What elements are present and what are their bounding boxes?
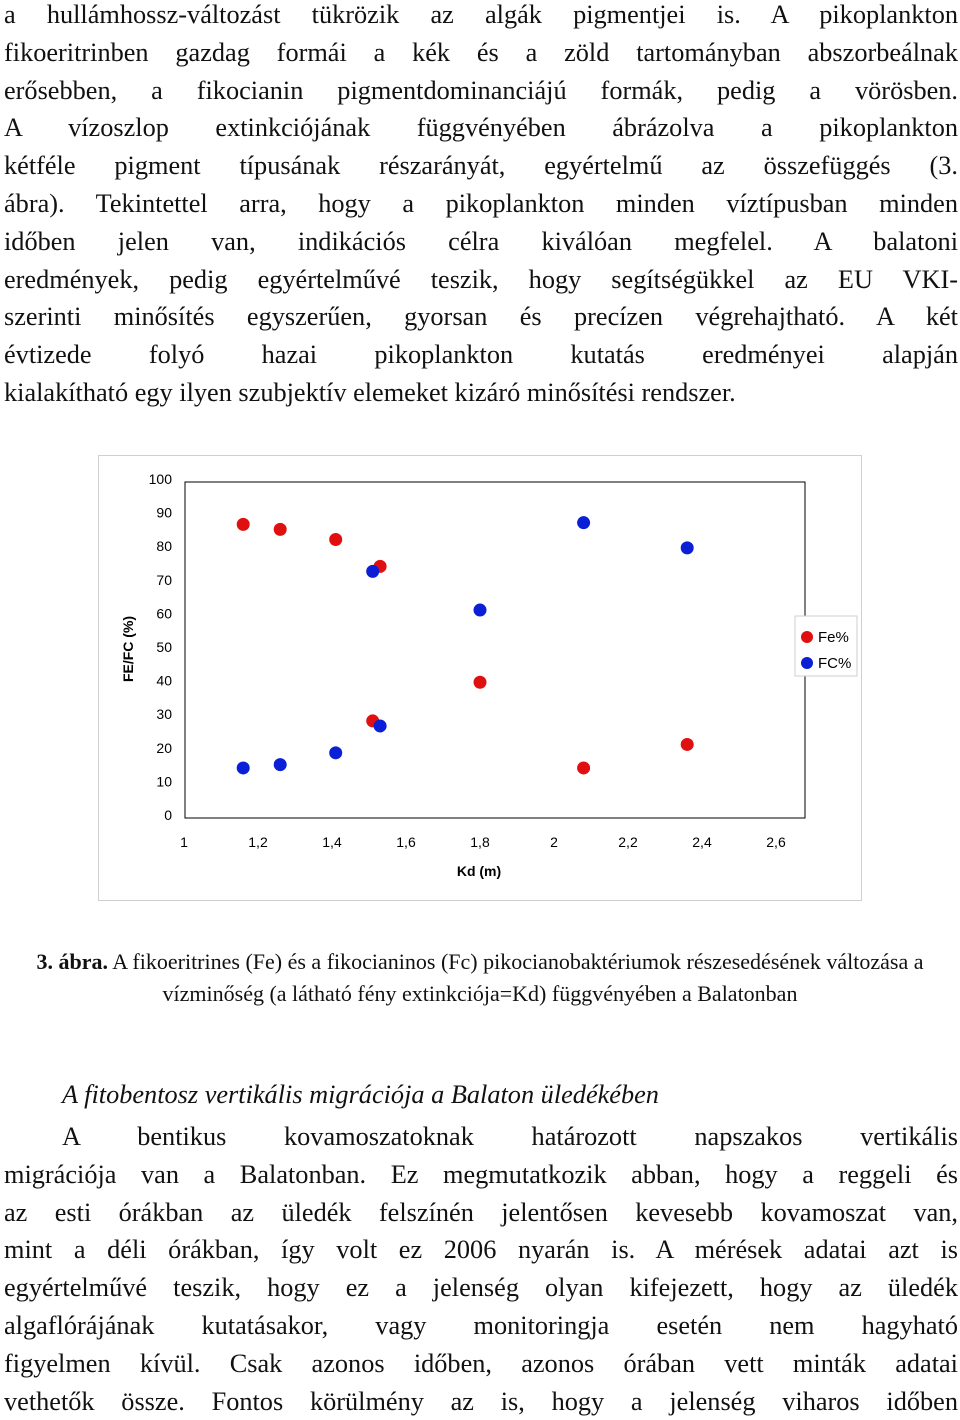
text-line: vethetők össze. Fontos körülmény az is, hogy a jelenség viharos időben (4, 1386, 958, 1416)
section-heading: A fitobentosz vertikális migrációja a Balaton üledékében (62, 1080, 659, 1109)
text-line: szerinti minősítés egyszerűen, gyorsan és precízen végrehajtható. A két (4, 302, 958, 332)
y-tick-label: 90 (156, 504, 172, 521)
figure-3 (98, 455, 862, 901)
text-line: algaflórájának kutatásakor, vagy monitoringja esetén nem hagyható (4, 1310, 958, 1340)
y-tick-label: 40 (156, 672, 172, 689)
legend-marker (801, 657, 813, 669)
text-line: A vízoszlop extinkciójának függvényében ábrázolva a pikoplankton (4, 113, 958, 143)
x-axis-ticks (180, 834, 786, 850)
text-line: migrációja van a Balatonban. Ez megmutatkozik abban, hogy a reggeli és (4, 1159, 958, 1189)
fe-point (681, 738, 694, 751)
caption-number: 3. ábra. (36, 949, 108, 974)
x-tick-label: 2,4 (692, 834, 712, 850)
y-axis-label: FE/FC (%) (120, 615, 136, 683)
y-tick-label: 30 (156, 706, 172, 723)
data-points (237, 516, 694, 774)
text-line: erősebben, a fikocianin pigmentdominanciájú formák, pedig a vörösben. (4, 75, 958, 105)
x-tick-label: 1 (180, 834, 188, 850)
y-tick-label: 60 (156, 605, 172, 622)
body-paragraph-2 (4, 1118, 958, 1420)
fe-point (237, 518, 250, 531)
y-tick-label: 100 (148, 471, 172, 487)
y-tick-label: 20 (156, 739, 172, 756)
fc-point (681, 541, 694, 554)
legend-label: Fe% (818, 629, 849, 646)
x-axis-label: Kd (m) (456, 863, 502, 879)
fc-point (474, 604, 487, 617)
fc-point (374, 719, 387, 732)
y-tick-label: 80 (156, 538, 172, 555)
body-paragraph-1 (4, 0, 958, 412)
x-tick-label: 1,6 (396, 834, 416, 850)
text-line: kialakítható egy ilyen szubjektív elemeket kizáró minősítési rendszer. (4, 377, 736, 407)
fc-point (237, 761, 250, 774)
y-axis-ticks (149, 471, 173, 823)
text-line: figyelmen kívül. Csak azonos időben, azonos órában vett minták adatai (4, 1348, 958, 1378)
fe-point (577, 761, 590, 774)
fc-point (577, 516, 590, 529)
text-line: fikoeritrinben gazdag formái a kék és a zöld tartományban abszorbeálnak (4, 37, 958, 67)
text-line: évtizede folyó hazai pikoplankton kutatás eredményei alapján (4, 340, 958, 370)
x-tick-label: 1,8 (470, 834, 490, 850)
fe-point (329, 533, 342, 546)
y-tick-label: 10 (156, 773, 172, 790)
text-line: a hullámhossz-változást tükrözik az algák pigmentjei is. A pikoplankton (4, 0, 958, 29)
y-tick-label: 0 (164, 807, 172, 823)
scatter-chart (99, 456, 863, 902)
figure-caption (0, 946, 960, 1009)
text-line: eredmények, pedig egyértelművé teszik, hogy segítségükkel az EU VKI- (4, 264, 958, 294)
fe-point (274, 523, 287, 536)
fe-point (474, 676, 487, 689)
fc-point (366, 565, 379, 578)
fc-point (329, 746, 342, 759)
y-tick-label: 50 (156, 639, 172, 655)
x-tick-label: 2 (550, 834, 558, 850)
fc-point (274, 758, 287, 771)
text-line: mint a déli órákban, így volt ez 2006 nyarán is. A mérések adatai azt is (4, 1235, 958, 1265)
legend-label: FC% (818, 655, 852, 672)
x-tick-label: 2,2 (618, 834, 638, 850)
text-line: ábra). Tekintettel arra, hogy a pikoplankton minden víztípusban minden (4, 188, 958, 218)
x-tick-label: 1,2 (248, 834, 268, 850)
caption-text: A fikoeritrines (Fe) és a fikocianinos (Fc) pikocianobaktériumok részesedésének változása a vízminőség (a látható fény extinkciója=Kd) függvényében a Balatonban (107, 949, 924, 1006)
legend-marker (801, 631, 813, 643)
text-line: A bentikus kovamoszatoknak határozott napszakos vertikális (62, 1122, 958, 1151)
text-line: egyértelművé teszik, hogy ez a jelenség olyan kifejezett, hogy az üledék (4, 1273, 958, 1303)
text-line: az esti órákban az üledék felszínén jelentősen kevesebb kovamoszat van, (4, 1197, 958, 1227)
x-tick-label: 1,4 (322, 834, 342, 850)
text-line: kétféle pigment típusának részarányát, egyértelmű az összefüggés (3. (4, 151, 958, 181)
text-line: időben jelen van, indikációs célra kiválóan megfelel. A balatoni (4, 226, 958, 256)
x-tick-label: 2,6 (766, 834, 786, 850)
y-tick-label: 70 (156, 571, 172, 588)
